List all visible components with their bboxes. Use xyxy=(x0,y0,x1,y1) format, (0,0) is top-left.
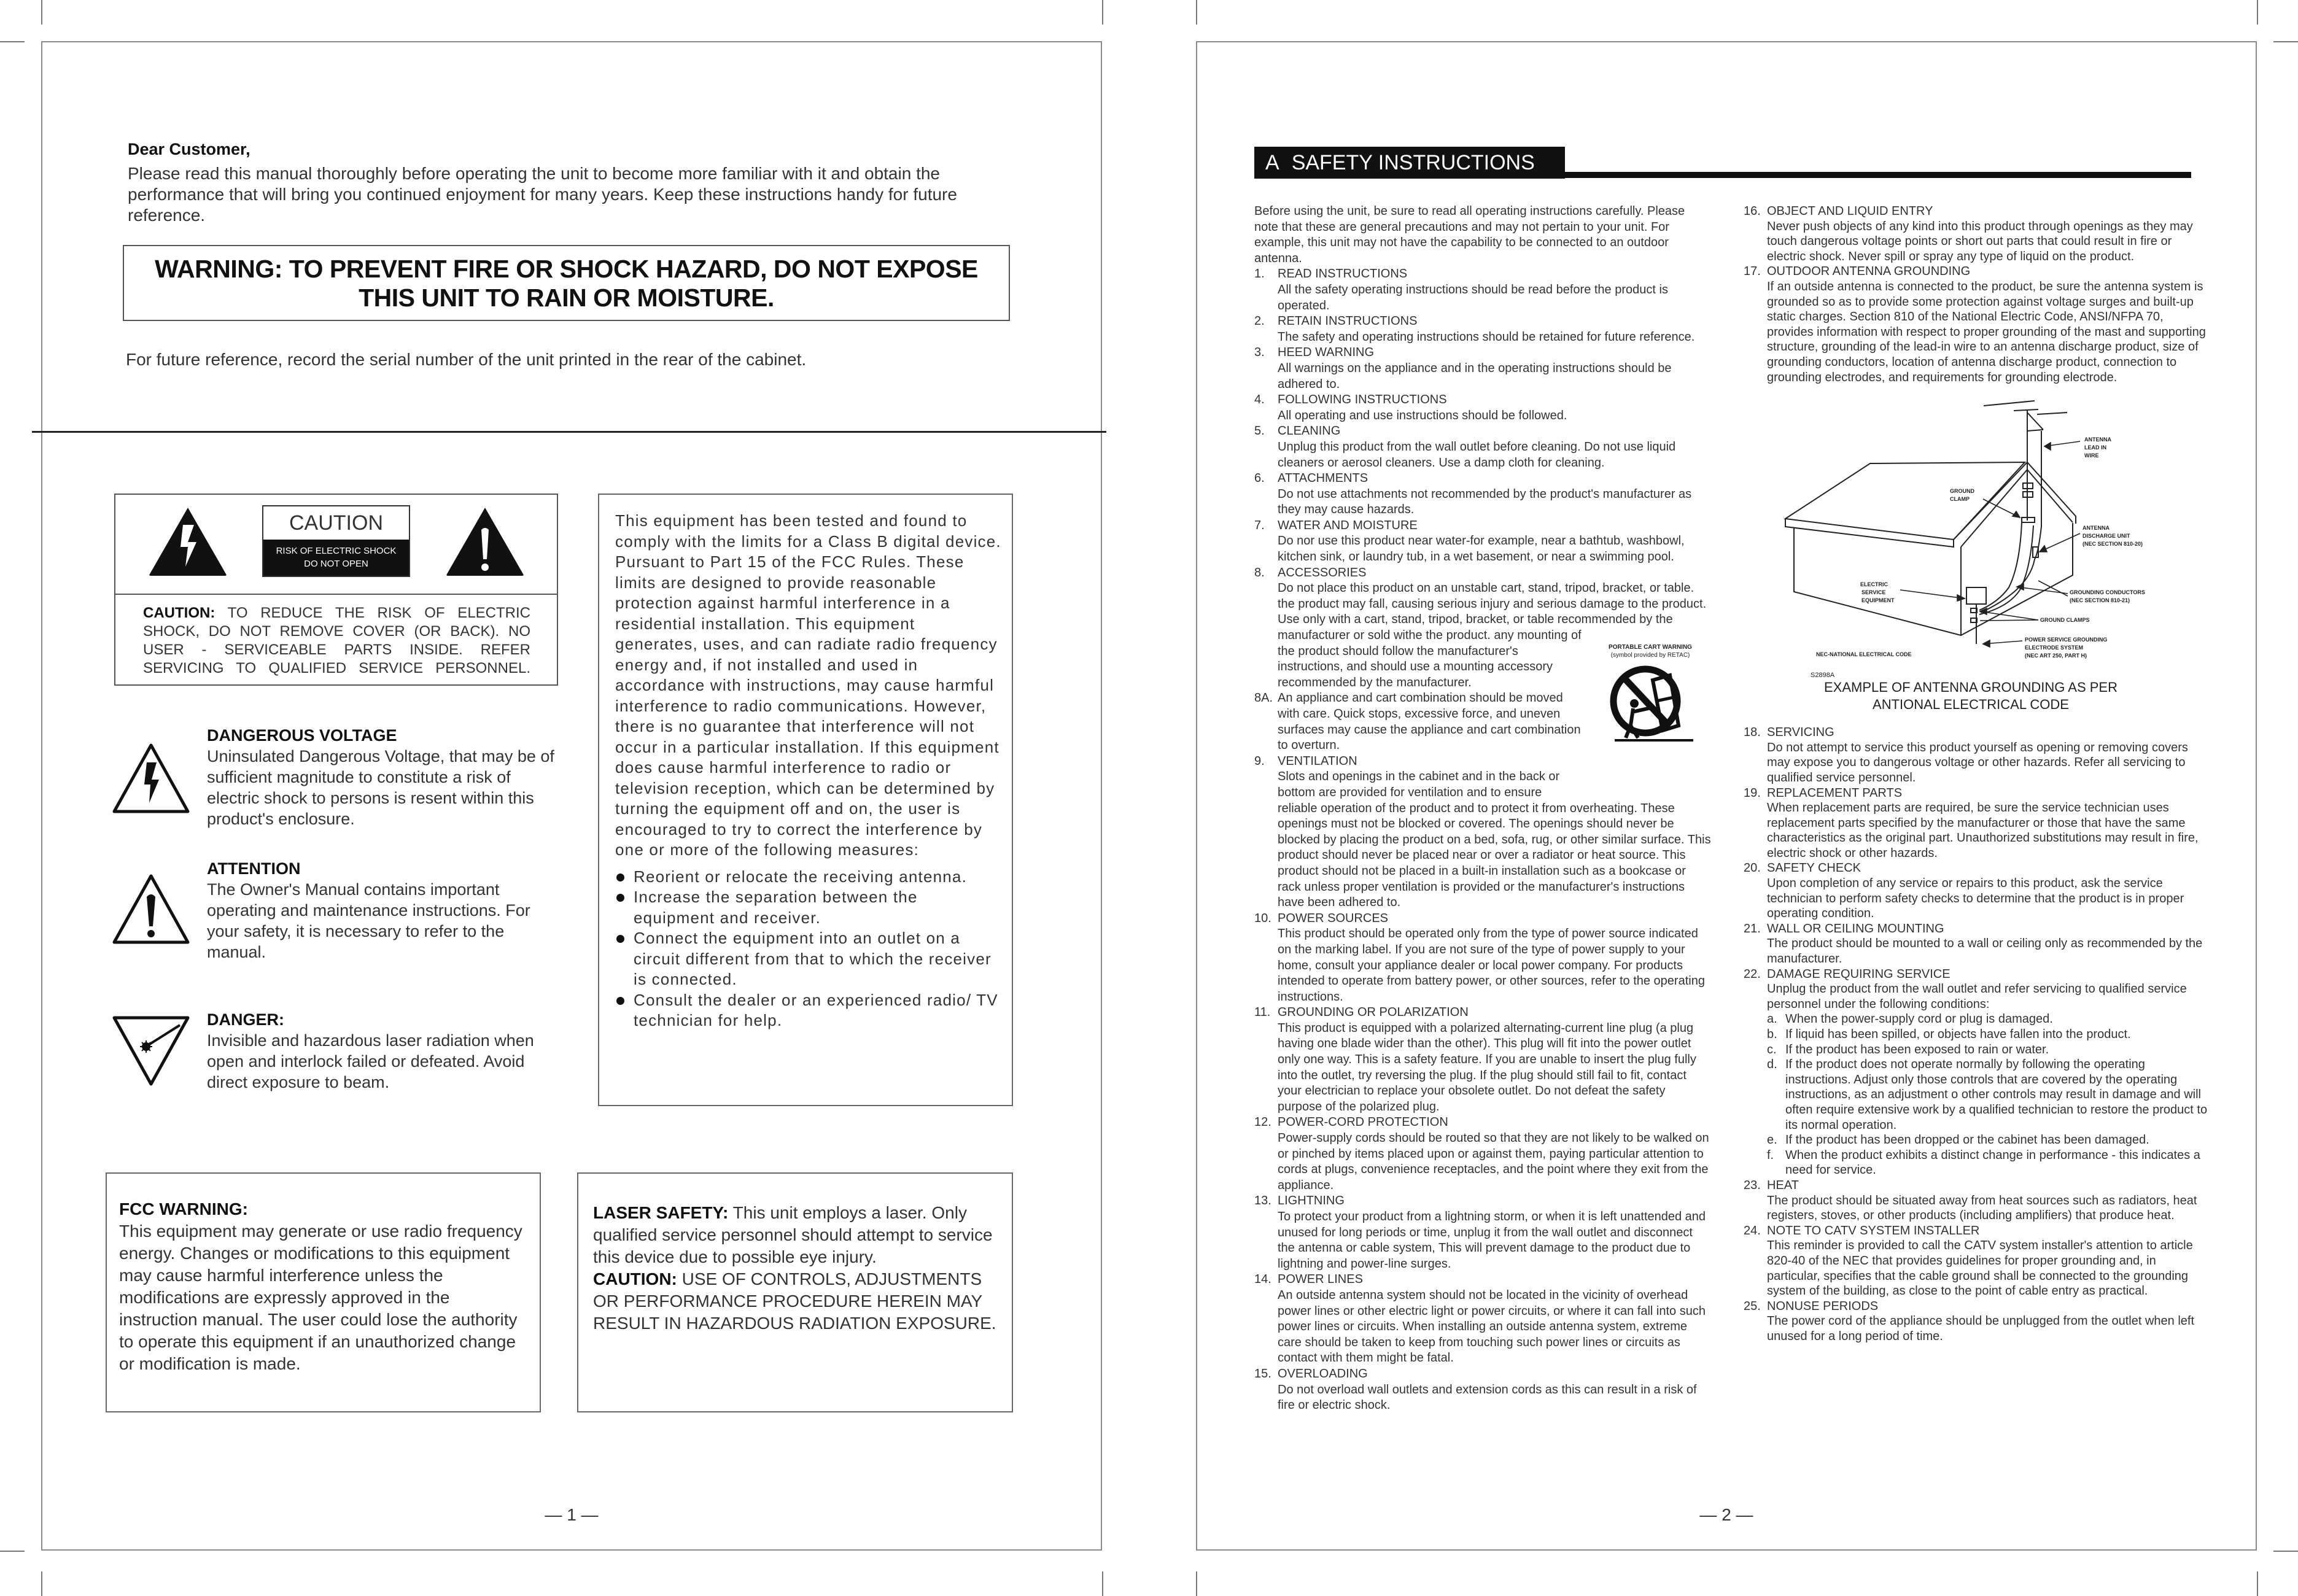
diagram-labels xyxy=(1811,436,2145,712)
bullet-text: Connect the equipment into an outlet on a circuit different from that to which the receiver is connected. xyxy=(634,929,992,988)
sub-item-text: When the power-supply cord or plug is damaged. xyxy=(1785,1012,2053,1026)
crop-mark xyxy=(1196,0,1197,25)
item-body xyxy=(1744,219,2210,265)
item-title: READ INSTRUCTIONS xyxy=(1278,267,1408,281)
item-title: OUTDOOR ANTENNA GROUNDING xyxy=(1767,265,1971,279)
section-title: SAFETY INSTRUCTIONS xyxy=(1291,151,1535,174)
item-heading xyxy=(1254,1193,1712,1209)
safety-item xyxy=(1744,204,2210,264)
item-number: 3. xyxy=(1254,346,1265,360)
caution-label-title: CAUTION xyxy=(289,511,383,535)
section-letter: A xyxy=(1265,151,1279,174)
fcc-warning-box xyxy=(106,1172,541,1412)
item-body-text: This reminder is provided to call the CATV system installer's attention to article 820-40 of the NEC that provides guidelines for proper grounding and, in particular, specifies that the cable ground shall be connected to the grounding system of the building, as close to the point of cable entry as practical. xyxy=(1767,1239,2193,1298)
item-body xyxy=(1744,876,2210,921)
item-title: NOTE TO CATV SYSTEM INSTALLER xyxy=(1767,1223,1980,1238)
serial-note: For future reference, record the serial number of the unit printed in the rear of the cabinet. xyxy=(126,350,807,369)
diagram-label: (NEC SECTION 810-20) xyxy=(2083,541,2143,548)
crop-mark xyxy=(2257,0,2258,25)
sub-item-letter: c. xyxy=(1767,1042,1777,1056)
svg-text:ELECTRICSERVICEEQUIPMENT xyxy=(1860,581,1895,603)
laser-safety-box xyxy=(577,1172,1013,1412)
safety-items-list xyxy=(1744,204,2210,1344)
crop-mark xyxy=(2257,1571,2258,1596)
item-body xyxy=(1254,926,1712,1005)
item-heading xyxy=(1254,1005,1712,1021)
item-number: 14. xyxy=(1254,1273,1271,1287)
safety-item xyxy=(1254,345,1712,392)
sub-item xyxy=(1744,1027,2210,1042)
item-number: 1. xyxy=(1254,267,1265,281)
svg-text:ANTENNALEAD INWIRE xyxy=(2084,436,2111,459)
bullet-text: Increase the separation between the equipment and receiver. xyxy=(634,888,918,927)
sub-item xyxy=(1744,1042,2210,1058)
item-title: NONUSE PERIODS xyxy=(1767,1299,1879,1313)
crop-mark xyxy=(2273,1551,2298,1552)
crop-mark xyxy=(0,41,25,42)
caution-text xyxy=(143,604,530,678)
item-title: RETAIN INSTRUCTIONS xyxy=(1278,314,1418,328)
item-title: POWER SOURCES xyxy=(1278,911,1389,925)
item-body xyxy=(1254,487,1712,518)
safety-item xyxy=(1744,1223,2210,1299)
diagram-caption-line-1: EXAMPLE OF ANTENNA GROUNDING AS PER xyxy=(1824,680,2117,695)
danger-text: Invisible and hazardous laser radiation when open and interlock failed or defeated. Avoid direct exposure to beam. xyxy=(207,1031,534,1091)
item-heading xyxy=(1254,1366,1712,1382)
item-number: 23. xyxy=(1744,1178,1761,1192)
crop-mark xyxy=(41,1571,42,1596)
item-body-text: The power cord of the appliance should be unplugged from the outlet when left unused for a long period of time. xyxy=(1767,1314,2195,1343)
safety-item xyxy=(1744,1178,2210,1223)
safety-item xyxy=(1254,911,1712,1005)
safety-column-2 xyxy=(1744,204,2210,1344)
item-heading xyxy=(1744,725,2210,740)
sub-item-letter: b. xyxy=(1767,1028,1777,1041)
item-body xyxy=(1254,1382,1712,1414)
item-heading xyxy=(1254,518,1712,534)
item-body-text: This product should be operated only from the type of power source indicated on the marking label. If you are not sure of the type of power supply to your home, consult your appliance dealer or local power company. For products intended to operate from battery power, or other sources, refer to the operating instructions. xyxy=(1278,927,1705,1004)
item-body xyxy=(1744,1193,2210,1223)
diagram-label: GROUNDING CONDUCTORS xyxy=(2070,589,2145,596)
item-title: FOLLOWING INSTRUCTIONS xyxy=(1278,393,1447,407)
sub-item-letter: e. xyxy=(1767,1133,1777,1147)
item-number: 24. xyxy=(1744,1223,1761,1238)
item-title: GROUNDING OR POLARIZATION xyxy=(1278,1005,1469,1020)
list-item xyxy=(615,990,1002,1031)
cart-warning-title: PORTABLE CART WARNING xyxy=(1609,644,1692,651)
item-body-text: All the safety operating instructions should be read before the product is operated. xyxy=(1278,282,1668,312)
safety-item xyxy=(1744,1299,2210,1344)
item-number: 13. xyxy=(1254,1194,1271,1208)
fcc-warning-text: This equipment may generate or use radio frequency energy. Changes or modifications to this equipment may cause harmful interference unless the modifications are expressly approved in the instruction manual. The user could lose the authority to operate this equipment if an unauthorized change or modification is made. xyxy=(119,1222,522,1373)
diagram-label: NEC-NATIONAL ELECTRICAL CODE xyxy=(1816,651,1912,658)
sub-item-letter: a. xyxy=(1767,1012,1777,1026)
item-body xyxy=(1254,440,1712,471)
greeting: Dear Customer, xyxy=(128,140,250,158)
list-item xyxy=(615,928,1002,990)
section-rule xyxy=(1559,172,2191,178)
item-title: POWER LINES xyxy=(1278,1273,1363,1287)
item-body xyxy=(1744,800,2210,861)
item-body xyxy=(1254,533,1712,565)
warning-box xyxy=(123,245,1010,321)
safety-item xyxy=(1254,1115,1712,1193)
item-heading xyxy=(1744,786,2210,801)
item-body-text: An outside antenna system should not be located in the vicinity of overhead power lines or other electric light or power circuits, or where it can fall into such power lines or circuits. When installing an outside antenna system, extreme care should be taken to keep from touching such power lines or circuits as contact with them might be fatal. xyxy=(1278,1288,1706,1365)
caution-lead: CAUTION: xyxy=(143,605,215,621)
fcc-compliance-text xyxy=(615,511,1002,1031)
diagram-label: ELECTRIC xyxy=(1860,581,1888,588)
diagram-label: ANTENNA xyxy=(2083,525,2110,532)
lightning-triangle-icon xyxy=(111,742,191,815)
item-body xyxy=(1744,936,2210,966)
diagram-label: SERVICE xyxy=(1861,589,1886,596)
item-number: 8. xyxy=(1254,565,1265,579)
caution-divider xyxy=(115,594,557,595)
svg-text:ANTENNADISCHARGE UNIT(NEC SECT xyxy=(2083,525,2143,547)
fcc-warning-heading: FCC WARNING: xyxy=(119,1199,248,1218)
diagram-label: (NEC ART 250, PART H) xyxy=(2025,653,2087,659)
laser-caution-text: USE OF CONTROLS, ADJUSTMENTS OR PERFORMANCE PROCEDURE HEREIN MAY RESULT IN HAZARDOUS RADIATION EXPOSURE. xyxy=(593,1269,996,1333)
item-title: OBJECT AND LIQUID ENTRY xyxy=(1767,204,1933,218)
item-body-text: Do not attempt to service this product yourself as opening or removing covers may expose you to dangerous voltage or other hazards. Refer all servicing to qualified service personnel. xyxy=(1767,740,2188,784)
item-body xyxy=(1254,1021,1712,1115)
item-body-text: All warnings on the appliance and in the operating instructions should be adhered to. xyxy=(1278,361,1672,391)
item-heading xyxy=(1254,266,1712,282)
item-number: 22. xyxy=(1744,967,1761,981)
caution-label-line-2: DO NOT OPEN xyxy=(304,559,368,569)
antenna-grounding-diagram xyxy=(1768,393,2210,719)
safety-item xyxy=(1254,1366,1712,1414)
bullet-icon xyxy=(616,997,624,1005)
item-body-text: Do not overload wall outlets and extension cords as this can result in a risk of fire or electric shock. xyxy=(1278,1382,1697,1412)
safety-item xyxy=(1254,1005,1712,1115)
dangerous-voltage-heading: DANGEROUS VOLTAGE xyxy=(207,726,397,745)
item-heading xyxy=(1254,392,1712,408)
sub-item-text: If the product has been dropped or the cabinet has been damaged. xyxy=(1785,1133,2149,1147)
item-number: 17. xyxy=(1744,265,1761,279)
diagram-caption-line-2: ANTIONAL ELECTRICAL CODE xyxy=(1873,697,2069,713)
item-body-text: If an outside antenna is connected to the product, be sure the antenna system is grounded so as to provide some protection against voltage surges and built-up static charges. Section 810 of the National Electric Code, ANSI/NFPA 70, provides information with respect to proper grounding of the mast and supporting structure, grounding of the lead-in wire to an antenna discharge product, size of grounding conductors, location of antenna discharge product, connection to grounding electrodes, and requirements for grounding electrode. xyxy=(1767,279,2206,384)
danger-heading: DANGER: xyxy=(207,1010,284,1029)
sub-item xyxy=(1744,1012,2210,1027)
item-heading xyxy=(1744,861,2210,876)
item-body xyxy=(1254,1131,1712,1193)
intro-paragraph: Please read this manual thoroughly before operating the unit to become more familiar with it and obtain the performance that will bring you continued enjoyment for many years. Keep these instructions handy for future reference. xyxy=(128,164,957,225)
item-title: REPLACEMENT PARTS xyxy=(1767,786,1903,800)
list-item xyxy=(615,867,1002,888)
sub-item-text: When the product exhibits a distinct change in performance - this indicates a need for service. xyxy=(1785,1148,2200,1177)
page-number: — 2 — xyxy=(1699,1505,1753,1524)
item-number: 2. xyxy=(1254,314,1265,328)
bullet-text: Reorient or relocate the receiving antenna. xyxy=(634,867,968,886)
caution-label-body xyxy=(263,540,409,576)
item-body xyxy=(1744,982,2210,1012)
cart-tip-over-icon xyxy=(1602,664,1694,743)
item-number: 16. xyxy=(1744,204,1761,218)
item-body xyxy=(1254,1288,1712,1366)
caution-box xyxy=(114,494,558,686)
item-heading xyxy=(1254,314,1712,330)
diagram-label: DISCHARGE UNIT xyxy=(2083,533,2130,540)
list-item xyxy=(615,887,1002,928)
item-number: 12. xyxy=(1254,1115,1271,1129)
antenna-icon xyxy=(1984,401,2067,521)
attention-heading: ATTENTION xyxy=(207,859,301,878)
item-title: WATER AND MOISTURE xyxy=(1278,518,1418,532)
item-number: 4. xyxy=(1254,393,1265,407)
item-title: VENTILATION xyxy=(1278,754,1357,768)
diagram-label: GROUND xyxy=(1950,488,1974,495)
section-header xyxy=(1254,147,1565,179)
sub-item xyxy=(1744,1148,2210,1178)
laser-safety-text: This unit employs a laser. Only qualified service personnel should attempt to service this device due to possible eye injury. xyxy=(593,1203,993,1266)
item-heading xyxy=(1744,921,2210,937)
safety-item xyxy=(1744,725,2210,785)
crop-mark xyxy=(1196,1571,1197,1596)
page-number: — 1 — xyxy=(545,1505,599,1524)
item-body-text: Do nor use this product near water-for example, near a bathtub, washbowl, kitchen sink, or laundry tub, in a wet basement, or near a swimming pool. xyxy=(1278,534,1685,564)
safety-item xyxy=(1254,518,1712,565)
item-heading xyxy=(1744,967,2210,982)
safety-item xyxy=(1744,967,2210,1178)
sub-item-letter: d. xyxy=(1767,1058,1777,1072)
caution-label xyxy=(262,505,410,577)
item-title: HEED WARNING xyxy=(1278,346,1375,360)
safety-item xyxy=(1744,264,2210,385)
item-body-text: Never push objects of any kind into this product through openings as they may touch dangerous voltage points or short out parts that could result in fire or electric shock. Never spill or spray any type of liquid on the product. xyxy=(1767,219,2193,263)
item-body-text: Do not use attachments not recommended by the product's manufacturer as they may cause hazards. xyxy=(1278,487,1692,517)
diagram-label: LEAD IN xyxy=(2084,444,2106,451)
item-title: POWER-CORD PROTECTION xyxy=(1278,1115,1448,1129)
sub-item xyxy=(1744,1133,2210,1148)
svg-text:GROUNDING CONDUCTORS(NEC SECTI xyxy=(2070,589,2145,603)
item-body-text: Do not place this product on an unstable cart, stand, tripod, bracket, or table. the product may fall, causing serious injury and serious damage to the product. Use only with a cart, stand, tripod, bracket, or table recommended by the manufacturer or sold withe the product. any mounting of the product should follow the manufacturer's instructions, and should use a mounting accessory recommended by the manufacturer. xyxy=(1278,581,1707,689)
svg-text:POWER SERVICE GROUNDINGELECTRO xyxy=(2025,637,2107,659)
crop-mark xyxy=(41,0,42,25)
item-number: 6. xyxy=(1254,471,1265,486)
item-body xyxy=(1744,1314,2210,1344)
diagram-label: (NEC SECTION 810-21) xyxy=(2070,597,2130,604)
item-title: ACCESSORIES xyxy=(1278,565,1367,579)
item-body-text: To protect your product from a lightning storm, or when it is left unattended and unused for long periods or time, unplug it from the wall outlet and disconnect the antenna or cable system, This will prevent damage to the product due to lightning and power-line surges. xyxy=(1278,1210,1706,1271)
item-heading xyxy=(1254,565,1712,581)
laser-warning-icon xyxy=(111,1014,191,1088)
safety-item xyxy=(1254,424,1712,471)
crop-mark xyxy=(2273,41,2298,42)
warning-line-2: THIS UNIT TO RAIN OR MOISTURE. xyxy=(359,284,774,312)
item-number: 15. xyxy=(1254,1366,1271,1381)
lightning-triangle-icon xyxy=(147,505,228,577)
diagram-label: GROUND CLAMPS xyxy=(2040,617,2090,624)
portable-cart-warning xyxy=(1589,643,1712,798)
dangerous-voltage-text: Uninsulated Dangerous Voltage, that may be of sufficient magnitude to constitute a risk of electric shock to persons is resent within this product's enclosure. xyxy=(207,747,554,828)
fcc-measures-list xyxy=(615,867,1002,1031)
attention-text: The Owner's Manual contains important operating and maintenance instructions. For your safety, it is necessary to refer to the manual. xyxy=(207,880,530,961)
divider xyxy=(32,431,1106,433)
diagram-label: EQUIPMENT xyxy=(1861,597,1895,604)
safety-item xyxy=(1254,392,1712,424)
item-heading xyxy=(1744,1178,2210,1193)
diagram-label: POWER SERVICE GROUNDING xyxy=(2025,637,2108,643)
svg-text:GROUNDCLAMP xyxy=(1950,488,1974,502)
diagram-code: S2898A xyxy=(1811,672,1835,680)
item-body xyxy=(1254,581,1712,691)
diagram-label: ANTENNA xyxy=(2084,436,2111,443)
item-title: OVERLOADING xyxy=(1278,1366,1368,1381)
item-body-text: Slots and openings in the cabinet and in the back or bottom are provided for ventilation and to ensure reliable operation of the product and to protect it from overheating. These openings must not be blocked or covered. The openings should never be blocked by placing the product on a bed, sofa, rug, or other similar surface. This product should never be placed near or over a radiator or heat source. This product should not be placed in a built-in installation such as a bookcase or rack unless proper ventilation is provided or the manufacturer's instructions have been adhered to. xyxy=(1278,770,1711,910)
item-body xyxy=(1254,1209,1712,1272)
crop-mark xyxy=(1102,1571,1103,1596)
fcc-compliance-paragraph: This equipment has been tested and found to comply with the limits for a Class B digital device. Pursuant to Part 15 of the FCC Rules. These limits are designed to provide reasonable protection against harmful interference in a residential installation. This equipment generates, uses, and can radiate radio frequency energy and, if not installed and used in accordance with instructions, may cause harmful interference to radio communications. However, there is no guarantee that interference will not occur in a particular installation. If this equipment does cause harmful interference to radio or television reception, which can be determined by turning the equipment off and on, the user is encouraged to try to correct the interference by one or more of the following measures: xyxy=(615,511,1001,859)
bullet-icon xyxy=(616,935,624,943)
safety-item xyxy=(1744,786,2210,861)
item-body xyxy=(1254,330,1712,346)
safety-intro: Before using the unit, be sure to read all operating instructions carefully. Please note that these are general precautions and may not pertain to your unit. For example, this unit may not have the capability to be connected to an outdoor antenna. xyxy=(1254,204,1685,265)
item-body-text: The product should be mounted to a wall or ceiling only as recommended by the manufacturer. xyxy=(1767,937,2203,966)
item-number: 19. xyxy=(1744,786,1761,800)
caution-label-line-1: RISK OF ELECTRIC SHOCK xyxy=(276,546,397,556)
item-number: 7. xyxy=(1254,518,1265,532)
item-title: HEAT xyxy=(1767,1178,1799,1192)
item-body xyxy=(1744,1238,2210,1298)
item-number: 20. xyxy=(1744,861,1761,875)
laser-caution-heading: CAUTION: xyxy=(593,1269,677,1288)
item-title: WALL OR CEILING MOUNTING xyxy=(1767,921,1944,936)
fcc-compliance-box xyxy=(598,494,1013,1106)
safety-item xyxy=(1254,266,1712,314)
sub-item-text: If the product has been exposed to rain or water. xyxy=(1785,1042,2049,1056)
crop-mark xyxy=(0,1551,25,1552)
item-heading xyxy=(1744,1299,2210,1314)
item-heading xyxy=(1744,264,2210,279)
laser-safety-heading: LASER SAFETY: xyxy=(593,1203,729,1222)
sub-item xyxy=(1744,1057,2210,1133)
item-heading xyxy=(1254,424,1712,440)
sub-item-text: If liquid has been spilled, or objects have fallen into the product. xyxy=(1785,1028,2131,1041)
exclamation-triangle-icon xyxy=(444,505,526,577)
safety-item xyxy=(1744,921,2210,967)
item-heading xyxy=(1744,204,2210,219)
bullet-icon xyxy=(616,874,624,881)
diagram-label: WIRE xyxy=(2084,452,2099,459)
item-number: 10. xyxy=(1254,911,1271,925)
item-title: SERVICING xyxy=(1767,726,1834,740)
fcc-warning-content xyxy=(119,1198,530,1375)
item-number: 8A. xyxy=(1254,691,1273,705)
item-body xyxy=(1254,408,1712,424)
diagram-label: ELECTRODE SYSTEM xyxy=(2025,645,2084,651)
item-title: LIGHTNING xyxy=(1278,1194,1345,1208)
safety-item xyxy=(1254,1272,1712,1366)
item-body: An appliance and cart combination should be moved with care. Quick stops, excessive force, and uneven surfaces may cause the appliance and cart combination to overturn. xyxy=(1278,691,1581,753)
item-body-text: The product should be situated away from heat sources such as radiators, heat registers, stoves, or other products (including amplifiers) that produce heat. xyxy=(1767,1193,2197,1223)
item-body-text: Unplug the product from the wall outlet and refer servicing to qualified service personnel under the following conditions: xyxy=(1767,982,2187,1011)
safety-column-1 xyxy=(1254,204,1712,1414)
item-body xyxy=(1254,361,1712,392)
item-number: 21. xyxy=(1744,921,1761,936)
item-number: 5. xyxy=(1254,424,1265,438)
item-number: 25. xyxy=(1744,1299,1761,1313)
item-body-text: The safety and operating instructions should be retained for future reference. xyxy=(1278,330,1695,344)
safety-item xyxy=(1744,861,2210,921)
item-body-text: All operating and use instructions should be followed. xyxy=(1278,408,1567,422)
item-body-text: This product is equipped with a polarized alternating-current line plug (a plug having one blade wider than the other). This plug will fit into the power outlet only one way. This is a safety feature. If you are unable to insert the plug fully into the outlet, try reversing the plug. If the plug should still fail to fit, contact your electrician to replace your obsolete outlet. Do not defeat the safety purpose of the polarized plug. xyxy=(1278,1021,1696,1114)
item-heading xyxy=(1254,1272,1712,1288)
item-heading xyxy=(1254,911,1712,927)
item-heading xyxy=(1744,1223,2210,1239)
safety-item xyxy=(1254,1193,1712,1272)
sub-item-text: If the product does not operate normally by following the operating instructions. Adjust only those controls that are covered by the operating instructions, as an adjustment o other controls may result in damage and will often require extensive work by a qualified technician to restore the product to its normal operation. xyxy=(1785,1058,2208,1132)
item-body xyxy=(1254,282,1712,314)
item-title: DAMAGE REQUIRING SERVICE xyxy=(1767,967,1951,981)
safety-item xyxy=(1254,314,1712,345)
antenna-grounding-illustration xyxy=(1768,393,2210,719)
item-title: CLEANING xyxy=(1278,424,1341,438)
item-heading xyxy=(1254,345,1712,361)
caution-body: TO REDUCE THE RISK OF ELECTRIC SHOCK, DO NOT REMOVE COVER (OR BACK). NO USER - SERVICEABLE PARTS INSIDE. REFER SERVICING TO QUALIFIED SERVICE PERSONNEL. xyxy=(143,605,530,676)
item-body-text: Unplug this product from the wall outlet before cleaning. Do not use liquid cleaners or aerosol cleaners. Use a damp cloth for cleaning. xyxy=(1278,440,1676,470)
cart-warning-credit: (symbol provided by RETAC) xyxy=(1610,652,1690,659)
exclamation-triangle-icon xyxy=(111,872,191,946)
item-body-text: When replacement parts are required, be sure the service technician uses replacement parts specified by the manufacturer or those that have the same characteristics as the original part. Unauthorized substitutions may result in fire, electric shock or other hazards. xyxy=(1767,801,2199,860)
warning-line-1: WARNING: TO PREVENT FIRE OR SHOCK HAZARD, DO NOT EXPOSE xyxy=(155,255,978,283)
bullet-text: Consult the dealer or an experienced radio/ TV technician for help. xyxy=(634,990,998,1029)
safety-items-list xyxy=(1254,266,1712,1413)
item-heading xyxy=(1254,1115,1712,1131)
bullet-icon xyxy=(616,894,624,902)
item-number: 9. xyxy=(1254,754,1265,768)
sub-item-letter: f. xyxy=(1767,1148,1774,1162)
diagram-label: CLAMP xyxy=(1950,496,1970,503)
item-body xyxy=(1744,740,2210,786)
item-body xyxy=(1744,279,2210,385)
crop-mark xyxy=(1102,0,1103,25)
item-title: ATTACHMENTS xyxy=(1278,471,1368,486)
laser-safety-content xyxy=(593,1202,1004,1335)
item-body-text: Power-supply cords should be routed so that they are not likely to be walked on or pinched by items placed upon or against them, paying particular attention to cords at plugs, convenience receptacles, and the point where they exit from the appliance. xyxy=(1278,1131,1709,1192)
safety-item xyxy=(1254,471,1712,518)
item-number: 18. xyxy=(1744,726,1761,740)
item-title: SAFETY CHECK xyxy=(1767,861,1861,875)
item-number: 11. xyxy=(1254,1005,1271,1020)
safety-item xyxy=(1254,565,1712,691)
item-body-text: Upon completion of any service or repairs to this product, ask the service technician to perform safety checks to determine that the product is in proper operating condition. xyxy=(1767,877,2184,921)
item-heading xyxy=(1254,471,1712,487)
